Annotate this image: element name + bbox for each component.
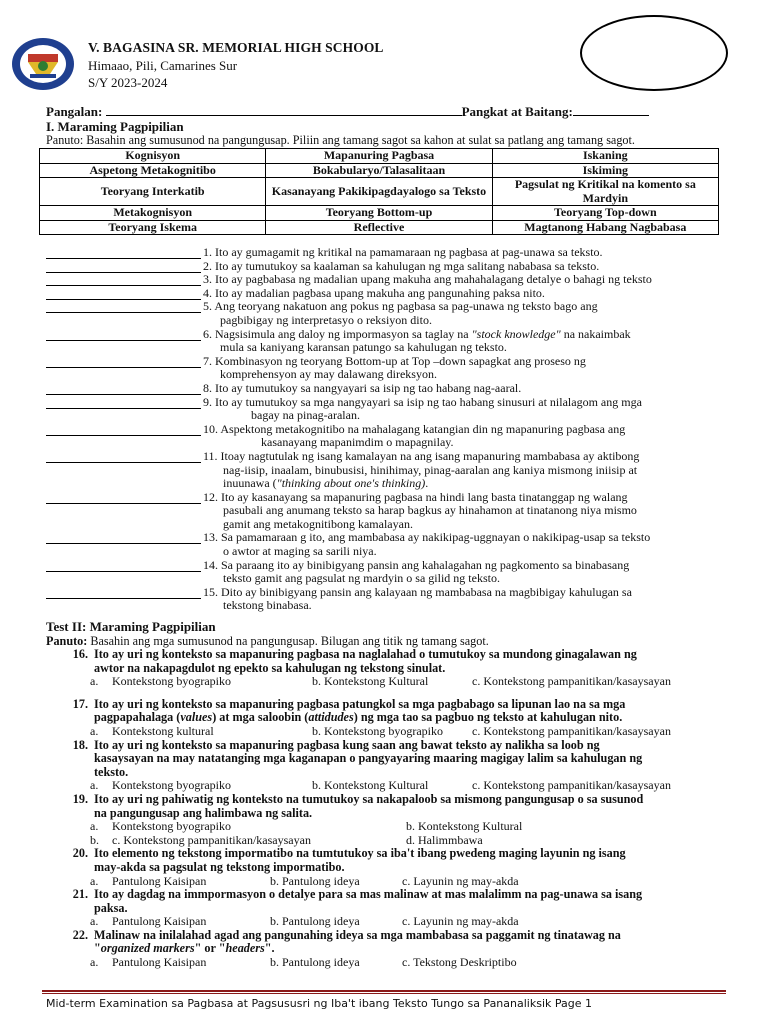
answer-blank[interactable] (46, 560, 201, 572)
item-text: 14. Sa paraang ito ay binibigyang pansin ang kahalagahan ng pagkomento sa binabasang (203, 557, 630, 572)
answer-blank[interactable] (46, 247, 201, 259)
school-year: S/Y 2023-2024 (88, 75, 168, 90)
part2-questions (46, 648, 726, 970)
question-stem: Ito ay uri ng konteksto sa mapanuring pagbasa na naglalahad o tumutukoy sa mundong ginagalawan ng (94, 647, 637, 661)
question (46, 739, 726, 793)
question-stem: Malinaw na inilalahad agad ang pangunahing ideya sa mga mambabasa sa paggamit ng tinatawag na (94, 927, 621, 942)
options-row (46, 820, 726, 834)
choice-cell: Teoryang Top-down (492, 206, 718, 221)
answer-option[interactable]: b. Kontekstong byograpiko (312, 723, 443, 738)
question-stem: pagpapahalaga (values) at mga saloobin (attidudes) ng mga tao sa pagbuo ng teksto at kahulugan nito. (94, 710, 623, 725)
answer-option[interactable]: Kontekstong byograpiko (112, 819, 231, 834)
item-continuation: tekstong binabasa. (223, 598, 312, 613)
choice-cell: Mapanuring Pagbasa (266, 149, 492, 164)
item-row (46, 300, 726, 314)
question-number: 21. (72, 887, 88, 902)
question-number-spacer (46, 662, 94, 676)
question-number: 20. (72, 846, 88, 861)
item-row (46, 531, 726, 545)
answer-option[interactable]: c. Layunin ng may-akda (402, 914, 519, 929)
item-text: 13. Sa pamamaraan g ito, ang mambabasa ay nakikipag-uggnayan o nakikipag-usap sa teksto (203, 530, 651, 545)
choice-cell: Kasanayang Pakikipagdayalogo sa Teksto (266, 178, 492, 206)
answer-option[interactable]: Pantulong Kaisipan (112, 914, 207, 929)
options-row (46, 956, 726, 970)
item-continuation: komprehensyon ay may dalawang direksyon. (220, 367, 437, 382)
name-label: Pangalan: (46, 104, 106, 119)
student-info-line (46, 104, 686, 120)
school-name: V. BAGASINA SR. MEMORIAL HIGH SCHOOL (88, 40, 384, 55)
question-stem: Ito ay uri ng konteksto sa mapanuring pagbasa kung saan ang bawat teksto ay nalikha sa loob ng (94, 737, 600, 752)
grade-blank[interactable] (573, 104, 649, 116)
question (46, 793, 726, 847)
question-stem: kasaysayan na may natatanging mga kaganapan o pangyayaring maaring magigay lalim sa kahulugan ng (94, 751, 643, 766)
answer-option[interactable]: c. Kontekstong pampanitikan/kasaysayan (112, 832, 311, 847)
item-emphasis: "thinking about one's thinking) (276, 476, 426, 491)
answer-blank[interactable] (46, 424, 201, 436)
question-stem: awtor na nakapagdulot ng epekto sa kahulugan ng tekstong sinulat. (94, 660, 446, 675)
answer-option[interactable]: b. Kontekstong Kultural (312, 674, 429, 689)
choice-cell: Teoryang Interkatib (40, 178, 266, 206)
answer-blank[interactable] (46, 288, 201, 300)
item-row (46, 450, 726, 464)
item-row (46, 559, 726, 573)
option-letter[interactable]: a. (90, 914, 99, 929)
footer-rule-thin (42, 993, 726, 994)
option-letter[interactable]: b. (90, 832, 99, 847)
question-stem: may-akda sa pagsulat ng tekstong impormatibo. (94, 859, 345, 874)
stem-emphasis: attidudes (308, 710, 354, 725)
answer-blank[interactable] (46, 532, 201, 544)
question-number-spacer (46, 902, 94, 916)
footer-text: Mid-term Examination sa Pagbasa at Pagsususri ng Iba't ibang Teksto Tungo sa Pananaliksik Page 1 (46, 997, 592, 1010)
option-letter[interactable]: a. (90, 955, 99, 970)
choice-cell: Iskaning (492, 149, 718, 164)
answer-option[interactable]: c. Kontekstong pampanitikan/kasaysayan (472, 674, 671, 689)
answer-option[interactable]: d. Halimmbawa (406, 832, 483, 847)
choice-cell: Kognisyon (40, 149, 266, 164)
choice-cell: Pagsulat ng Kritikal na komento sa Mardyin (492, 178, 718, 206)
answer-blank[interactable] (46, 261, 201, 273)
answer-blank[interactable] (46, 451, 201, 463)
option-letter[interactable]: a. (90, 778, 99, 793)
options-row (46, 675, 726, 689)
item-row (46, 246, 726, 260)
answer-blank[interactable] (46, 587, 201, 599)
item-row (46, 491, 726, 505)
stem-emphasis: organized markers (100, 941, 195, 956)
question-stem: "organized markers" or "headers". (94, 941, 275, 956)
answer-blank[interactable] (46, 492, 201, 504)
answer-blank[interactable] (46, 301, 201, 313)
item-text: 12. Ito ay kasanayang sa mapanuring pagbasa na hindi lang basta tinatanggap ng walang (203, 489, 628, 504)
item-text: 8. Ito ay tumutukoy sa nangyayari sa isip ng tao habang nag-aaral. (203, 380, 522, 395)
choices-row (40, 178, 719, 206)
options-row (46, 725, 726, 739)
question-number-spacer (46, 766, 94, 780)
question-stem: na pangungusap ang halimbawa ng salita. (94, 805, 313, 820)
photo-placeholder-oval (580, 15, 728, 91)
choice-cell: Iskiming (492, 163, 718, 178)
part2-section (46, 620, 726, 970)
answer-option[interactable]: c. Kontekstong pampanitikan/kasaysayan (472, 778, 671, 793)
options-row (46, 875, 726, 889)
question (46, 929, 726, 970)
item-row (46, 423, 726, 437)
school-seal-icon (10, 36, 76, 92)
choices-row (40, 220, 719, 235)
answer-option[interactable]: b. Pantulong ideya (270, 955, 360, 970)
part2-title: Test II: Maraming Pagpipilian (46, 619, 216, 634)
question-stem: Ito ay uri ng pahiwatig ng konteksto na tumutukoy sa nakapaloob sa mismong pangungusap o sa susunod (94, 791, 644, 806)
question-stem: paksa. (94, 900, 128, 915)
part2-directions-label: Panuto: (46, 634, 88, 648)
options-row (46, 834, 726, 848)
choices-row (40, 206, 719, 221)
item-continuation: teksto gamit ang pagsulat ng mardyin o sa gilid ng teksto. (223, 571, 500, 586)
answer-option[interactable]: c. Layunin ng may-akda (402, 873, 519, 888)
item-continuation: mula sa kaniyang karansan patungo sa kahulugan ng teksto. (220, 340, 507, 355)
option-letter[interactable]: a. (90, 819, 99, 834)
part1-title: I. Maraming Pagpipilian (46, 119, 184, 134)
answer-option[interactable]: Pantulong Kaisipan (112, 955, 207, 970)
stem-emphasis: values (180, 710, 213, 725)
question-number: 22. (72, 927, 88, 942)
part1-directions: Panuto: Basahin ang sumusunod na pangungusap. Piliin ang tamang sagot sa kahon at sulat sa patlang ang tamang sagot. (46, 133, 635, 147)
choice-cell: Teoryang Bottom-up (266, 206, 492, 221)
option-letter[interactable]: a. (90, 674, 99, 689)
choice-cell: Bokabularyo/Talasalitaan (266, 163, 492, 178)
item-row (46, 355, 726, 369)
question-number: 16. (72, 647, 88, 661)
part2-directions (46, 634, 726, 648)
answer-option[interactable]: b. Kontekstong Kultural (312, 778, 429, 793)
grade-label: Pangkat at Baitang: (461, 104, 573, 119)
item-text: 15. Dito ay binibigyang pansin ang kalayaan ng mambabasa na magbibigay kahulugan sa (203, 584, 632, 599)
item-continuation: o awtor at maging sa sarili niya. (223, 544, 377, 559)
question-number-spacer (46, 752, 94, 766)
item-text: 10. Aspektong metakognitibo na mahalagang katangian din ng mapanuring pagbasa ang (203, 421, 626, 436)
item-continuation: gamit ang metakognitibong kamalayan. (223, 516, 413, 531)
question-number-spacer (46, 711, 94, 725)
answer-blank[interactable] (46, 356, 201, 368)
choice-cell: Teoryang Iskema (40, 220, 266, 235)
answer-blank[interactable] (46, 397, 201, 409)
stem-emphasis: headers (225, 941, 265, 956)
question-number: 18. (72, 737, 88, 752)
question-number: 17. (72, 696, 88, 711)
footer-rule (42, 990, 726, 992)
answer-option[interactable]: c. Kontekstong pampanitikan/kasaysayan (472, 723, 671, 738)
answer-blank[interactable] (46, 383, 201, 395)
answer-blank[interactable] (46, 329, 201, 341)
question-stem: Ito elemento ng tekstong impormatibo na tumtutukoy sa iba't ibang pwedeng maging layunin ng isang (94, 846, 626, 861)
item-row (46, 586, 726, 600)
answer-blank[interactable] (46, 274, 201, 286)
item-row (46, 260, 726, 274)
name-blank[interactable] (106, 104, 462, 116)
item-row (46, 328, 726, 342)
item-text: 9. Ito ay tumutukoy sa mga nangyayari sa isip ng tao habang sinusuri at nilalagom ang mga (203, 394, 642, 409)
answer-option[interactable]: Pantulong Kaisipan (112, 873, 207, 888)
answer-option[interactable]: c. Tekstong Deskriptibo (402, 955, 517, 970)
item-continuation: pasubali ang anumang teksto sa harap bagkus ay hinahamon at tinatanong niya mismo (223, 503, 637, 518)
item-row (46, 287, 726, 301)
choice-cell: Magtanong Habang Nagbabasa (492, 220, 718, 235)
item-continuation: nag-iisip, inaalam, binubusisi, hinihimay, pinag-aaralan ang kaniya mismong iniisip at (223, 462, 638, 477)
answer-option[interactable]: b. Pantulong ideya (270, 914, 360, 929)
answer-option[interactable]: Kontekstong byograpiko (112, 778, 231, 793)
item-text: 7. Kombinasyon ng teoryang Bottom-up at Top –down sapagkat ang proseso ng (203, 353, 586, 368)
item-text: 11. Itoay nagtutulak ng isang kamalayan na ang isang mapanuring mambabasa ay aktibong (203, 448, 640, 463)
choices-table (39, 148, 719, 235)
part1-items (46, 246, 726, 613)
question-number-spacer (46, 861, 94, 875)
item-text: 4. Ito ay madalian pagbasa upang makuha ang pangunahing paksa nito. (203, 285, 545, 300)
answer-option[interactable]: b. Kontekstong Kultural (406, 819, 523, 834)
question-number: 19. (72, 791, 88, 806)
item-row (46, 396, 726, 410)
option-letter[interactable]: a. (90, 723, 99, 738)
question-number-spacer (46, 807, 94, 821)
item-row (46, 382, 726, 396)
item-text: 1. Ito ay gumagamit ng kritikal na pamamaraan ng pagbasa at pag-unawa sa teksto. (203, 245, 603, 259)
school-address: Himaao, Pili, Camarines Sur (88, 58, 238, 73)
part2-directions-text: Basahin ang mga sumusunod na pangungusap. Bilugan ang titik ng tamang sagot. (87, 634, 489, 648)
item-row (46, 273, 726, 287)
answer-option[interactable]: b. Pantulong ideya (270, 873, 360, 888)
question (46, 847, 726, 888)
item-continuation: kasanayang mapanimdim o mapagnilay. (261, 435, 454, 450)
choice-cell: Reflective (266, 220, 492, 235)
answer-option[interactable]: Kontekstong kultural (112, 723, 214, 738)
item-continuation: bagay na pinag-aralan. (251, 408, 360, 423)
question-number-spacer (46, 942, 94, 956)
choices-row (40, 163, 719, 178)
question (46, 698, 726, 739)
options-row (46, 915, 726, 929)
question (46, 648, 726, 689)
options-row (46, 779, 726, 793)
question-stem: Ito ay dagdag na immpormasyon o detalye para sa mas malinaw at mas malalimm na pag-unawa sa isang (94, 887, 643, 902)
item-text: 6. Nagsisimula ang daloy ng impormasyon sa taglay na "stock knowledge" na nakaimbak (203, 326, 631, 341)
question-stem: teksto. (94, 764, 129, 779)
item-emphasis: "stock knowledge" (471, 326, 561, 341)
answer-option[interactable]: Kontekstong byograpiko (112, 674, 231, 689)
option-letter[interactable]: a. (90, 873, 99, 888)
item-text: 3. Ito ay pagbabasa ng madalian upang makuha ang mahahalagang detalye o bahagi ng teksto (203, 272, 652, 287)
item-continuation: pagbibigay ng interpretasyo o reksiyon dito. (220, 312, 432, 327)
item-text: 5. Ang teoryang nakatuon ang pokus ng pagbasa sa pag-unawa ng teksto bago ang (203, 299, 598, 314)
choices-row (40, 149, 719, 164)
question (46, 888, 726, 929)
item-text: 2. Ito ay tumutukoy sa kaalaman sa kahulugan ng mga salitang nababasa sa teksto. (203, 258, 600, 273)
choice-cell: Aspetong Metakognitibo (40, 163, 266, 178)
choice-cell: Metakognisyon (40, 206, 266, 221)
item-continuation: inuunawa ("thinking about one's thinking). (223, 476, 429, 491)
question-stem: Ito ay uri ng konteksto sa mapanuring pagbasa patungkol sa mga pagbabago sa lipunan lao na sa mga (94, 696, 626, 711)
